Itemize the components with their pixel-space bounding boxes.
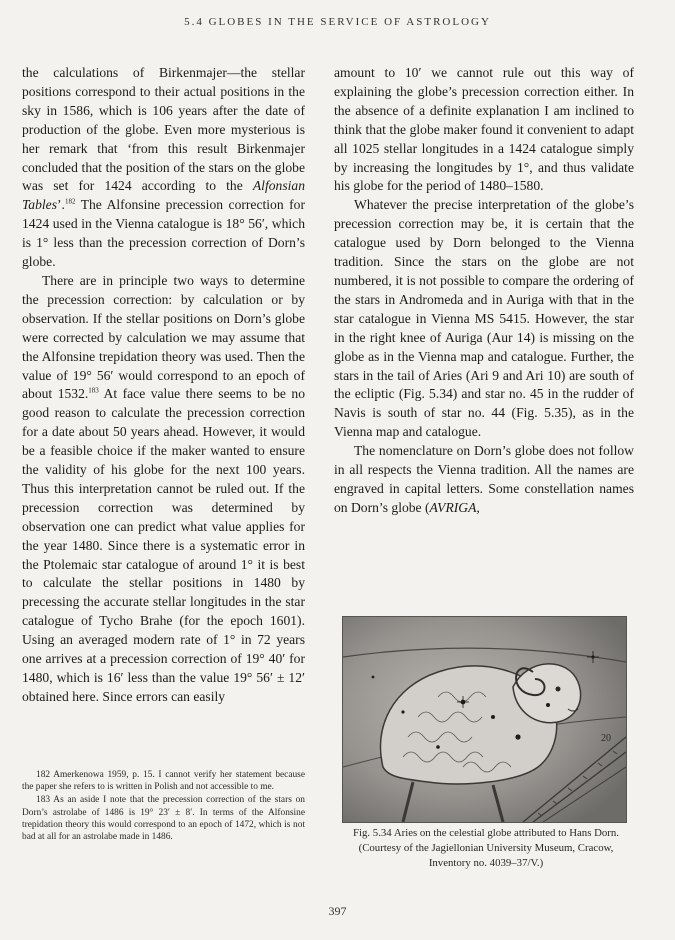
right-column	[334, 64, 634, 518]
engraved-degree-label: 20	[601, 733, 611, 744]
right-paragraph-1: amount to 10′ we cannot rule out this way of explaining the globe’s precession correction either. In the absence of a definite explanation I am inclined to think that the globe maker found it convenient to adapt all 1025 stellar longitudes in a 1424 catalogue simply by increasing the longitudes by 1°, and thus validate his globe for the period of 1480–1580.	[334, 65, 634, 194]
running-head: 5.4 GLOBES IN THE SERVICE OF ASTROLOGY	[184, 16, 491, 28]
footnote-182: 182 Amerkenowa 1959, p. 15. I cannot verify her statement because the paper she refers to is written in Polish and not accessible to me.	[22, 770, 305, 793]
page-number: 397	[328, 904, 347, 918]
footnote-ref-183: 183	[88, 386, 99, 395]
figure-number: Fig. 5.34	[353, 827, 392, 839]
aries-globe-figure	[342, 616, 627, 823]
right-paragraph-3: The nomenclature on Dorn’s globe does not follow in all respects the Vienna tradition. All the names are engraved in capital letters. Some constellation names on Dorn’s globe (AVRIGA,	[334, 443, 634, 515]
footnotes	[22, 769, 305, 844]
left-paragraph-2: There are in principle two ways to determine the precession correction: by calculation or by observation. If the stellar positions on Dorn’s globe were corrected by calculation we may assume that the Alfonsine trepidation theory was used. Then the value of 19° 56′ would correspond to an epoch of about 1532.$^{183}$ At face value there seems to be no good reason to calculate the precession correction for a date about 50 years ahead. However, it would be a feasible choice if the maker wanted to ensure the validity of his globe for the next 100 years. Thus this interpretation cannot be ruled out. If the precession correction was determined by observation one can predict what value applies for the year 1480. Since there is a systematic error in the Ptolemaic star catalogue of around 1° it is best to calculate the stellar positions in 1480 by precessing the accurate stellar longitudes in the star catalogue of Tycho Brahe (for the epoch 1601). Using an averaged modern rate of 1° in 72 years one arrives at a precession correction of 19° 40′ for 1480, which is 16′ less than the value 19° 56′ ± 12′ obtained here. Since errors can easily	[22, 272, 305, 704]
left-column	[22, 64, 305, 707]
footnote-183: 183 As an aside I note that the precession correction of the stars on Dorn’s astrolabe of 1486 is 19° 23′ ± 8′. In terms of the Alfonsine trepidation theory this would correspond to an epoch of 1472, which is not bad at all for an astrolabe made in 1486.	[22, 795, 305, 843]
figure-caption-text: Aries on the celestial globe attributed to Hans Dorn. (Courtesy of the Jagiellonian University Museum, Cracow, Inventory no. 4039–37/V.)	[358, 827, 619, 869]
footnote-ref-182: 182	[64, 197, 76, 206]
aries-engraving-illustration	[343, 617, 626, 822]
figure-caption	[348, 826, 624, 871]
right-paragraph-2: Whatever the precise interpretation of the globe’s precession correction may be, it is certain that the catalogue used by Dorn belonged to the Vienna tradition. Since the stars on the globe are not numbered, it is not possible to compare the ordering of the stars in Andromeda and in Auriga with that in the star catalogue in Vienna MS 5415. However, the star in the right knee of Auriga (Aur 14) is missing on the globe as in the Vienna map and catalogue. Further, the stars in the tail of Aries (Ari 9 and Ari 10) are south of the ecliptic (Fig. 5.34) and star no. 45 in the rudder of Navis is south of star no. 44 (Fig. 5.35), as in the Vienna map and catalogue.	[334, 197, 634, 440]
left-paragraph-1: the calculations of Birkenmajer—the stellar positions correspond to their actual positions in the sky in 1586, which is 106 years after the date of production of the globe. Even more mysterious is her remark that ‘from this result Birkenmajer concluded that the position of the stars on the globe was set for 1424 according to the Alfonsian Tables’.$^{182}$ The Alfonsine precession correction for 1424 used in the Vienna catalogue is 18° 56′, which is 1° less than the precession correction of Dorn’s globe.	[22, 65, 305, 270]
